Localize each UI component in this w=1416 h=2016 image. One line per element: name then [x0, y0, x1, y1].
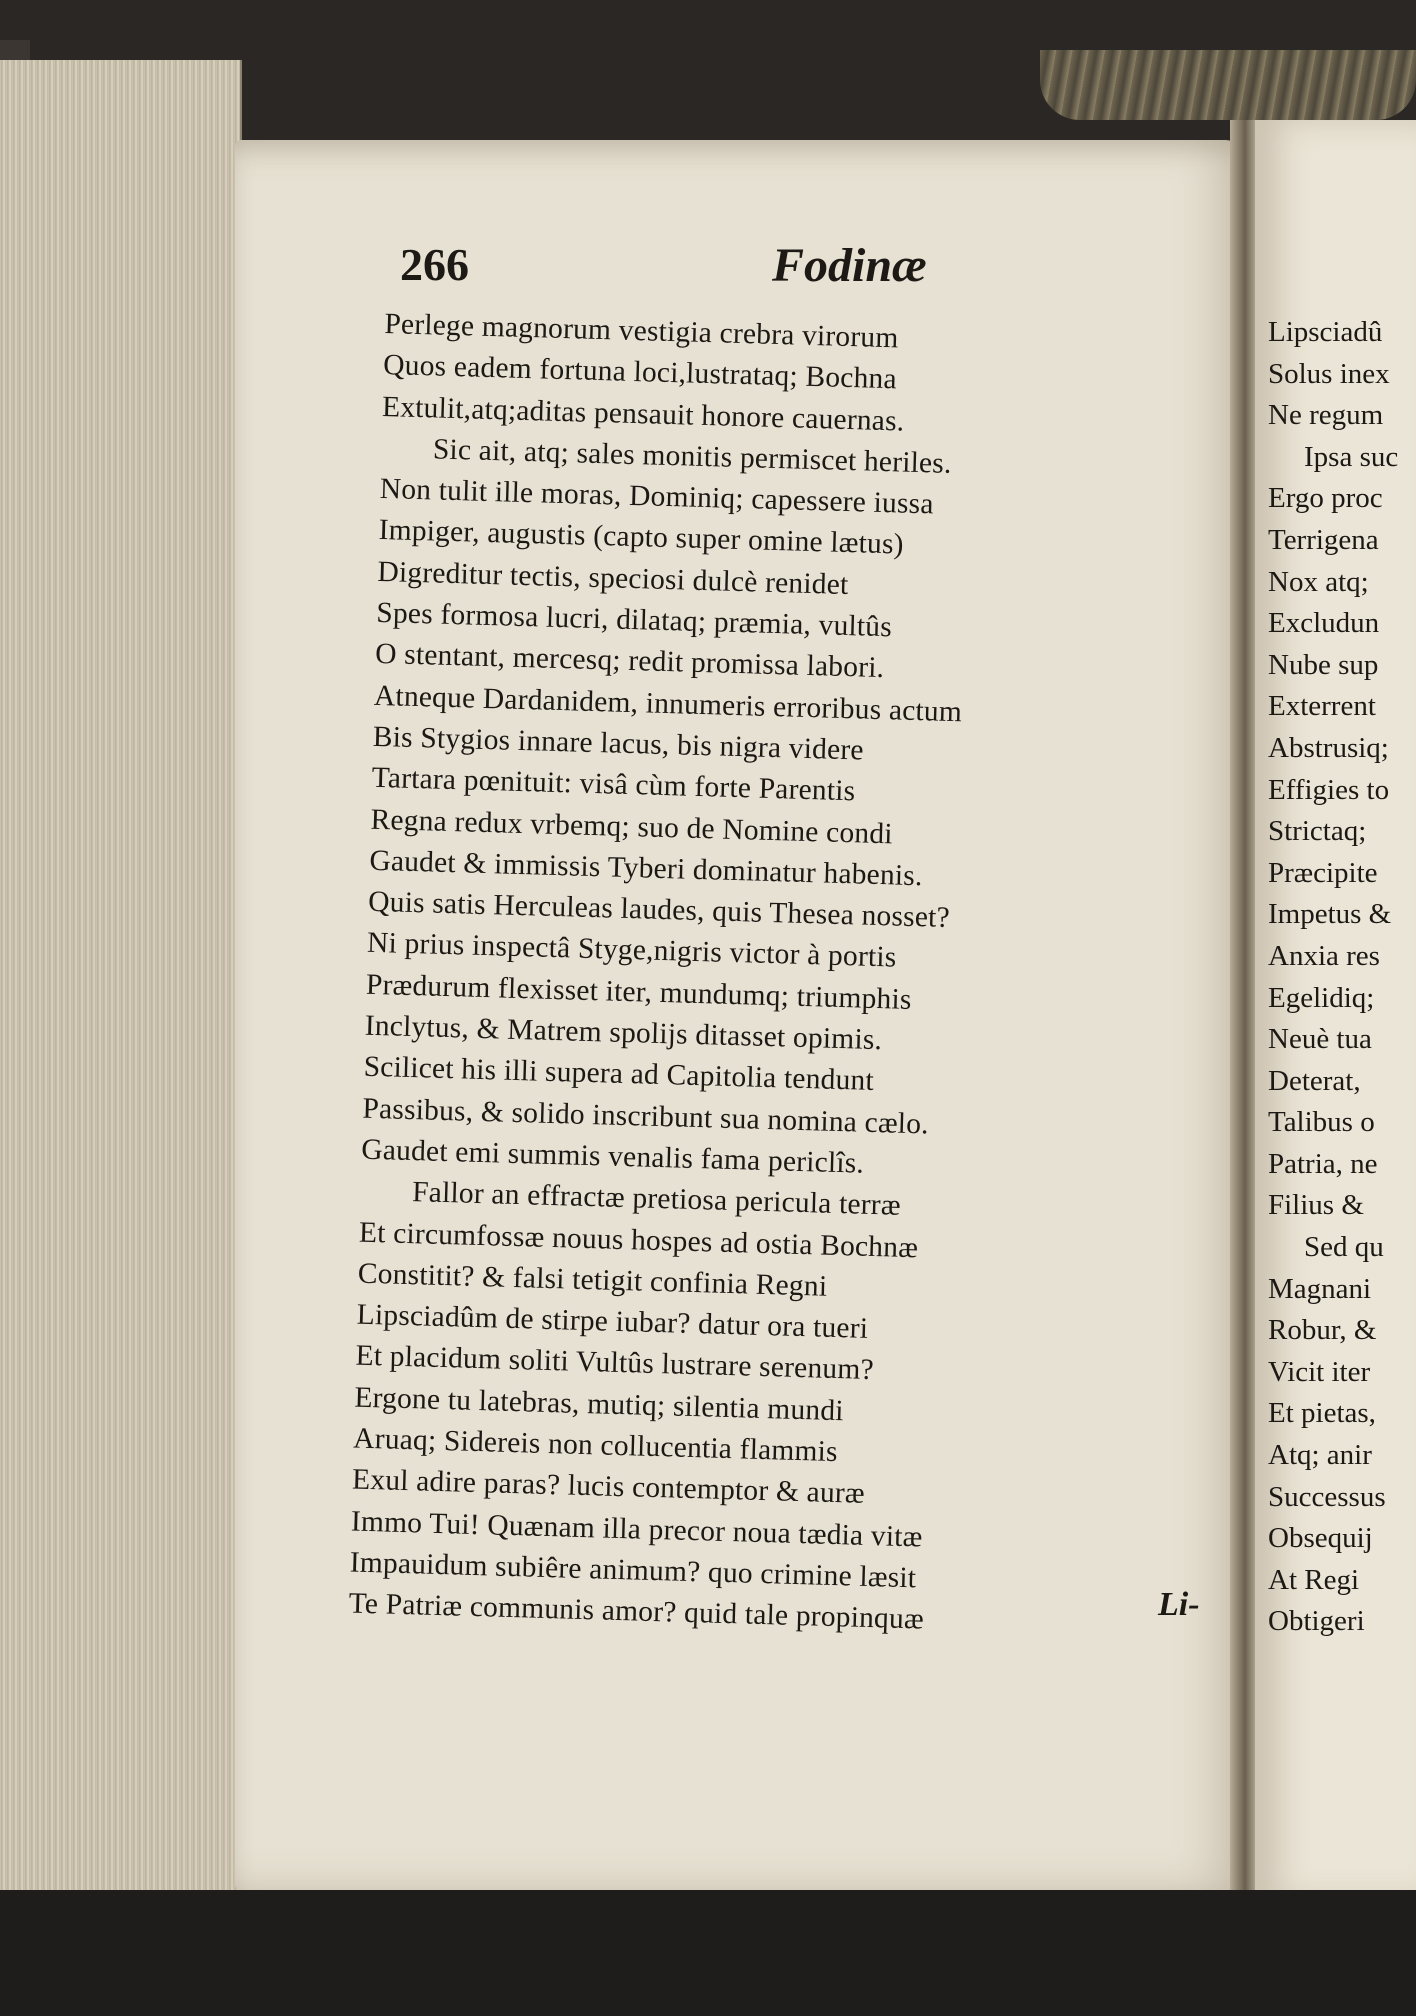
- right-page-line: Talibus o: [1268, 1106, 1375, 1139]
- verse-line: Scilicet his illi supera ad Capitolia tendunt: [363, 1051, 875, 1098]
- right-page-line: Abstrusiq;: [1268, 731, 1389, 764]
- verse-line: O stentant, mercesq; redit promissa labori.: [374, 638, 885, 685]
- verse-line: Fallor an effractæ pretiosa pericula terræ: [411, 1176, 902, 1222]
- verse-line: Digreditur tectis, speciosi dulcè renidet: [377, 555, 849, 601]
- background-surface: [0, 1890, 1416, 2016]
- verse-line: Inclytus, & Matrem spolijs ditasset opimis.: [364, 1009, 883, 1057]
- right-page-line: Vicit iter: [1268, 1355, 1371, 1388]
- page-block-edge: [0, 60, 242, 1890]
- verse-line: Sic ait, atq; sales monitis permiscet heriles.: [432, 433, 952, 480]
- right-page-line: Excludun: [1268, 607, 1380, 640]
- right-page-line: Effigies to: [1268, 773, 1390, 806]
- right-page-line: Et pietas,: [1268, 1397, 1376, 1430]
- right-page-line: Magnani: [1268, 1272, 1372, 1305]
- verse-line: Lipsciadûm de stirpe iubar? datur ora tueri: [356, 1298, 869, 1346]
- right-page-line: Ne regum: [1268, 399, 1384, 432]
- verse-line: Te Patriæ communis amor? quid tale propinquæ: [348, 1587, 925, 1636]
- right-page-line: Patria, ne: [1268, 1147, 1378, 1180]
- verse-line: Gaudet & immissis Tyberi dominatur habenis.: [369, 844, 924, 893]
- verse-line: Quis satis Herculeas laudes, quis Thesea nosset?: [367, 885, 951, 935]
- verse-line: Non tulit ille moras, Dominiq; capessere iussa: [379, 473, 935, 521]
- right-page-line: Nube sup: [1268, 648, 1379, 681]
- verse-line: Ergone tu latebras, mutiq; silentia mundi: [354, 1381, 845, 1427]
- page-header: [400, 238, 1220, 308]
- verse-line: Tartara pœnituit: visâ cùm forte Parentis: [371, 762, 856, 808]
- verse-line: Immo Tui! Quænam illa precor noua tædia vitæ: [350, 1505, 923, 1554]
- right-page-line: Neuè tua: [1268, 1023, 1372, 1056]
- right-page-line: Ergo proc: [1268, 482, 1383, 515]
- verse-line: Prædurum flexisset iter, mundumq; triumphis: [365, 968, 912, 1016]
- right-page-line: Deterat,: [1268, 1064, 1361, 1097]
- right-page-line: Obtigeri: [1268, 1605, 1365, 1638]
- verse-line: Et circumfossæ nouus hospes ad ostia Bochnæ: [358, 1216, 919, 1264]
- verse-line: Quos eadem fortuna loci,lustrataq; Bochna: [382, 349, 898, 396]
- right-page-line: Sed qu: [1304, 1231, 1384, 1264]
- verse-line: Perlege magnorum vestigia crebra virorum: [383, 307, 899, 355]
- right-page-line: Robur, &: [1268, 1314, 1377, 1347]
- verse-line: Constitit? & falsi tetigit confinia Regni: [357, 1257, 828, 1303]
- verse-line: Impauidum subiêre animum? quo crimine læsit: [349, 1546, 917, 1595]
- right-page-line: Filius &: [1268, 1189, 1364, 1222]
- right-page-text: [1268, 312, 1416, 1643]
- right-page-line: Atq; anir: [1268, 1439, 1372, 1472]
- right-page-line: Strictaq;: [1268, 815, 1367, 848]
- right-page-line: Ipsa suc: [1304, 440, 1399, 473]
- verse-line: Impiger, augustis (capto super omine lætus): [378, 514, 905, 562]
- verse-line: Regna redux vrbemq; suo de Nomine condi: [370, 803, 894, 850]
- right-page-line: Exterrent: [1268, 690, 1376, 723]
- right-page-line: Obsequij: [1268, 1522, 1373, 1555]
- verse-line: Atneque Dardanidem, innumeris erroribus actum: [373, 679, 963, 728]
- headband: [1040, 50, 1416, 120]
- right-page-line: Præcipite: [1268, 856, 1378, 889]
- right-page-line: Anxia res: [1268, 939, 1380, 972]
- verse-line: Bis Stygios innare lacus, bis nigra videre: [372, 720, 865, 767]
- verse-line: Spes formosa lucri, dilataq; præmia, vultûs: [375, 596, 893, 644]
- verse-line: Extulit,atq;aditas pensauit honore cauernas.: [381, 390, 905, 438]
- catchword: Li-: [1158, 1586, 1200, 1623]
- verse-line: Gaudet emi summis venalis fama periclîs.: [360, 1133, 865, 1180]
- right-page-line: Nox atq;: [1268, 565, 1369, 598]
- verse-line: Passibus, & solido inscribunt sua nomina cælo.: [362, 1092, 930, 1141]
- right-page-line: Impetus &: [1268, 898, 1392, 931]
- running-head: Fodinæ: [772, 239, 927, 292]
- left-page-text: [348, 304, 1225, 1648]
- verse-line: Aruaq; Sidereis non collucentia flammis: [352, 1422, 839, 1469]
- right-page-line: Successus: [1268, 1480, 1386, 1513]
- right-page-line: At Regi: [1268, 1563, 1360, 1596]
- verse-line: Ni prius inspectâ Styge,nigris victor à portis: [366, 927, 897, 974]
- right-page-line: Solus inex: [1268, 357, 1390, 390]
- right-page-line: Lipsciadû: [1268, 316, 1383, 348]
- right-page-line: Terrigena: [1268, 523, 1379, 556]
- right-page-line: Egelidiq;: [1268, 981, 1375, 1014]
- page-number: 266: [400, 239, 469, 290]
- verse-line: Exul adire paras? lucis contemptor & auræ: [351, 1463, 866, 1511]
- verse-line: Et placidum soliti Vultûs lustrare serenum?: [355, 1340, 875, 1387]
